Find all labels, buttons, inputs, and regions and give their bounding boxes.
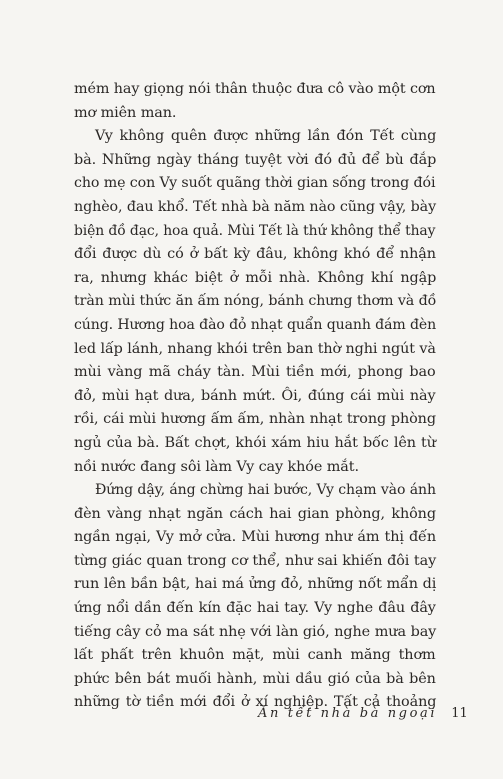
- text-line: từng giác quan trong cơ thể, như sai khiến đôi tay: [74, 552, 437, 569]
- text-line: nồi nước đang sôi làm Vy cay khóe mắt.: [74, 458, 359, 475]
- text-line: tiếng cây cỏ ma sát nhẹ với làn gió, nghe mưa bay: [74, 623, 437, 640]
- text-line: nghèo, đau khổ. Tết nhà bà năm nào cũng vậy, bày: [74, 198, 437, 215]
- page-footer: [258, 706, 468, 726]
- text-line: mém hay giọng nói thân thuộc đưa cô vào một cơn: [74, 81, 436, 97]
- text-line: Đứng dậy, áng chừng hai bước, Vy chạm vào ánh: [95, 482, 436, 499]
- text-line: run lên bần bật, hai má ửng đỏ, những nốt mẩn dị: [74, 576, 437, 593]
- text-line: ngủ của bà. Bất chợt, khói xám hiu hắt bốc lên từ: [74, 434, 436, 451]
- text-line: lất phất trên khuôn mặt, mùi canh măng thơm: [74, 647, 436, 664]
- text-line: rồi, cái mùi hương ấm ấm, nhàn nhạt trong phòng: [74, 411, 436, 428]
- text-line: led lấp lánh, nhang khói trên ban thờ nghi ngút và: [74, 340, 436, 357]
- text-line: ngần ngại, Vy mở cửa. Mùi hương như ám thị đến: [74, 529, 436, 546]
- page-number: 11: [451, 706, 468, 721]
- text-line: phức bên bát muối hành, mùi dầu gió của bà bên: [74, 670, 436, 687]
- text-line: cúng. Hương hoa đào đỏ nhạt quẩn quanh đám đèn: [74, 316, 437, 333]
- text-line: ra, nhưng khác biệt ở mỗi nhà. Không khí ngập: [74, 269, 437, 286]
- text-line: đèn vàng nhạt ngăn cách hai gian phòng, không: [74, 505, 436, 522]
- text-line: ứng nổi dần đến kín đặc hai tay. Vy nghe đâu đây: [74, 600, 436, 617]
- text-line: cho mẹ con Vy suốt quãng thời gian sống trong đói: [74, 175, 436, 192]
- text-line: những tờ tiền mới đổi ở xí nghiệp. Tất cả thoảng: [74, 694, 437, 711]
- text-line: đổi được dù có ở bất kỳ đâu, không khó để nhận: [74, 246, 436, 263]
- text-line: đỏ, mùi hạt dưa, bánh mứt. Ôi, đúng cái mùi này: [74, 387, 436, 404]
- running-title: Ăn tết nhà bà ngoại: [258, 706, 438, 721]
- text-line: Vy không quên được những lần đón Tết cùng: [95, 128, 437, 145]
- body-text: [74, 78, 436, 715]
- text-line: mơ miên man.: [74, 104, 177, 121]
- text-line: mùi vàng mã cháy tàn. Mùi tiền mới, phong bao: [74, 364, 436, 381]
- text-line: tràn mùi thức ăn ấm nóng, bánh chưng thơm và đồ: [74, 293, 437, 310]
- text-line: bà. Những ngày tháng tuyệt vời đó đủ để bù đắp: [74, 151, 437, 168]
- text-line: biện đồ đạc, hoa quả. Mùi Tết là thứ không thể thay: [74, 222, 436, 239]
